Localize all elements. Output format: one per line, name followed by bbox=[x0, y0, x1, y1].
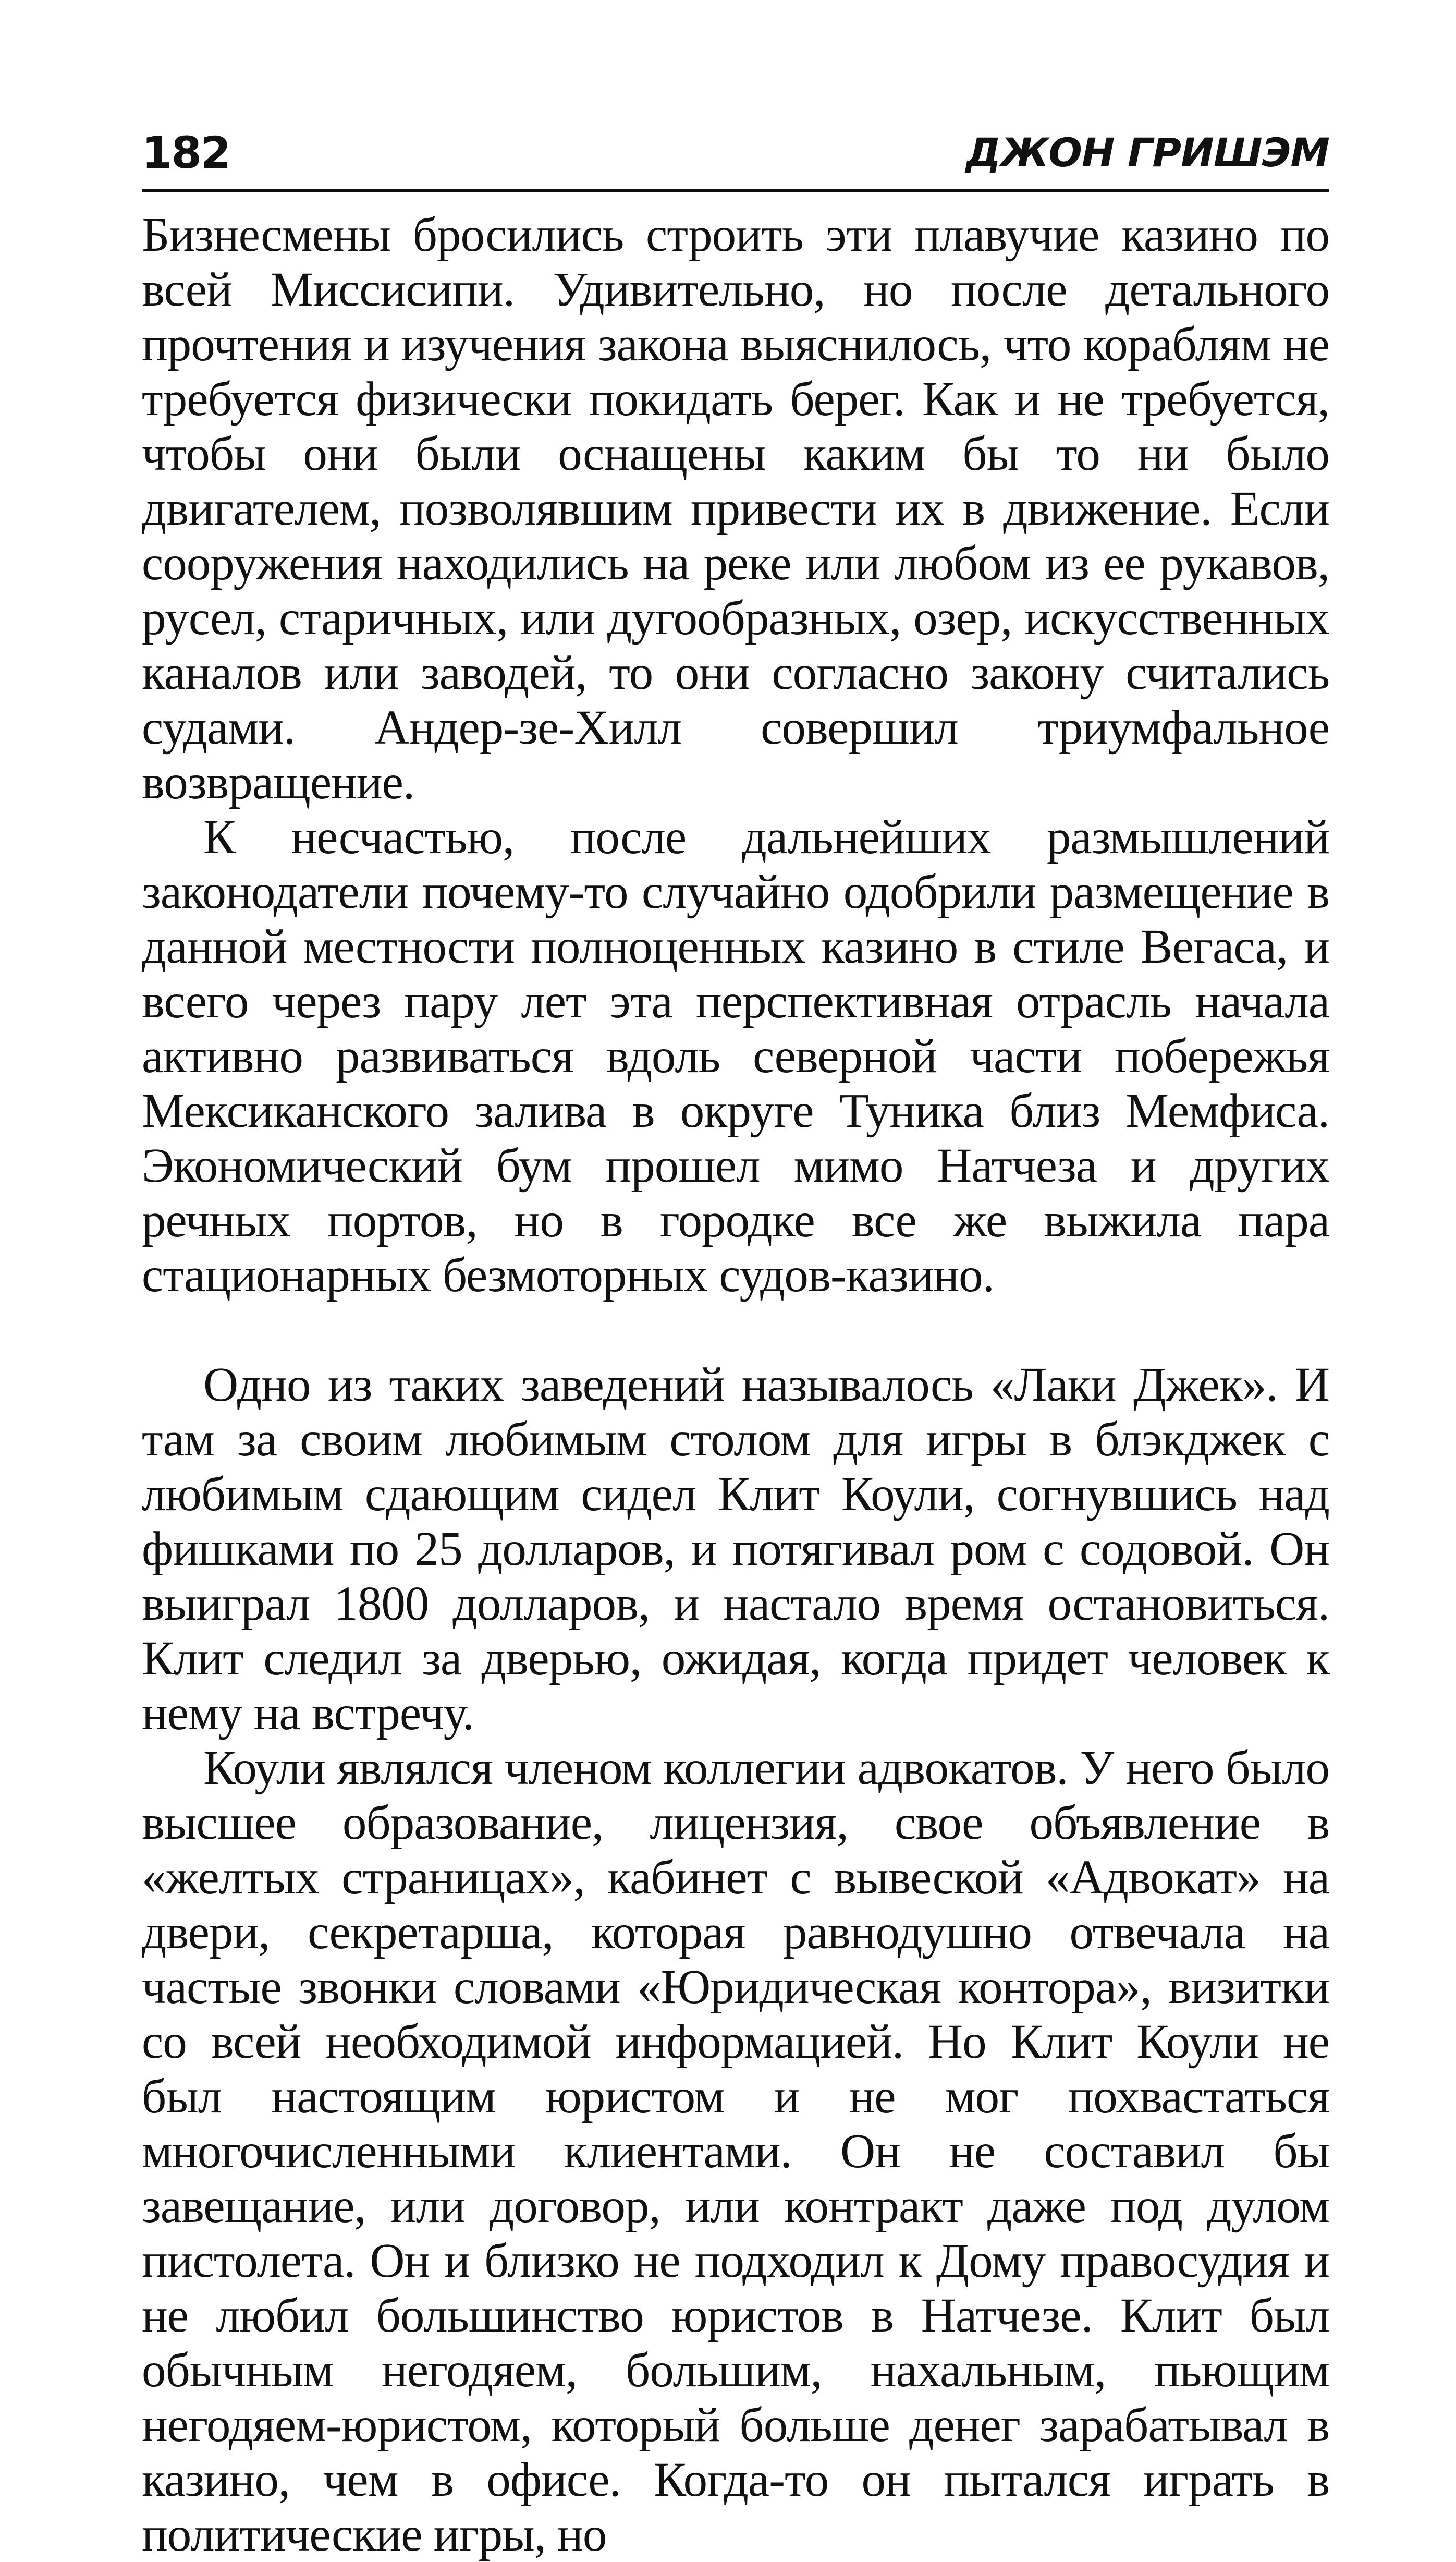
header-rule bbox=[142, 189, 1329, 192]
page-number: 182 bbox=[142, 127, 230, 178]
running-head bbox=[142, 124, 1329, 187]
running-head-author: ДЖОН ГРИШЭМ bbox=[965, 129, 1329, 176]
body-text bbox=[142, 208, 1329, 2562]
paragraph-2: К несчастью, после дальнейших размышлений законодатели почему-то случайно одобрили размещение в данной местности полноценных казино в стиле Вегаса, и всего через пару лет эта перспективная отрасль начала активно развиваться вдоль северной части побережья Мексиканского залива в округе Туника близ Мемфиса. Экономический бум прошел мимо Натчеза и других речных портов, но в городке все же выжила пара стационарных безмоторных судов-казино. bbox=[142, 810, 1329, 1302]
paragraph-1: Бизнесмены бросились строить эти плавучие казино по всей Миссисипи. Удивительно, но после детального прочтения и изучения закона выяснилось, что кораблям не требуется физически покидать берег. Как и не требуется, чтобы они были оснащены каким бы то ни было двигателем, позволявшим привести их в движение. Если сооружения находились на реке или любом из ее рукавов, русел, старичных, или дугообразных, озер, искусственных каналов или заводей, то они согласно закону считались судами. Андер-зе-Хилл совершил триумфальное возвращение. bbox=[142, 208, 1329, 809]
paragraph-3: Одно из таких заведений называлось «Лаки Джек». И там за своим любимым столом для игры в блэкджек с любимым сдающим сидел Клит Коули, согнувшись над фишками по 25 долларов, и потягивал ром с содовой. Он выиграл 1800 долларов, и настало время остановиться. Клит следил за дверью, ожидая, когда придет человек к нему на встречу. bbox=[142, 1358, 1329, 1740]
paragraph-4: Коули являлся членом коллегии адвокатов. У него было высшее образование, лицензия, свое объявление в «желтых страницах», кабинет с вывеской «Адвокат» на двери, секретарша, которая равнодушно отвечала на частые звонки словами «Юридическая контора», визитки со всей необходимой информацией. Но Клит Коули не был настоящим юристом и не мог похвастаться многочисленными клиентами. Он не составил бы завещание, или договор, или контракт даже под дулом пистолета. Он и близко не подходил к Дому правосудия и не любил большинство юристов в Натчезе. Клит был обычным негодяем, большим, нахальным, пьющим негодяем-юристом, который больше денег зарабатывал в казино, чем в офисе. Когда-то он пытался играть в политические игры, но bbox=[142, 1741, 1329, 2561]
section-break bbox=[142, 1303, 1329, 1357]
